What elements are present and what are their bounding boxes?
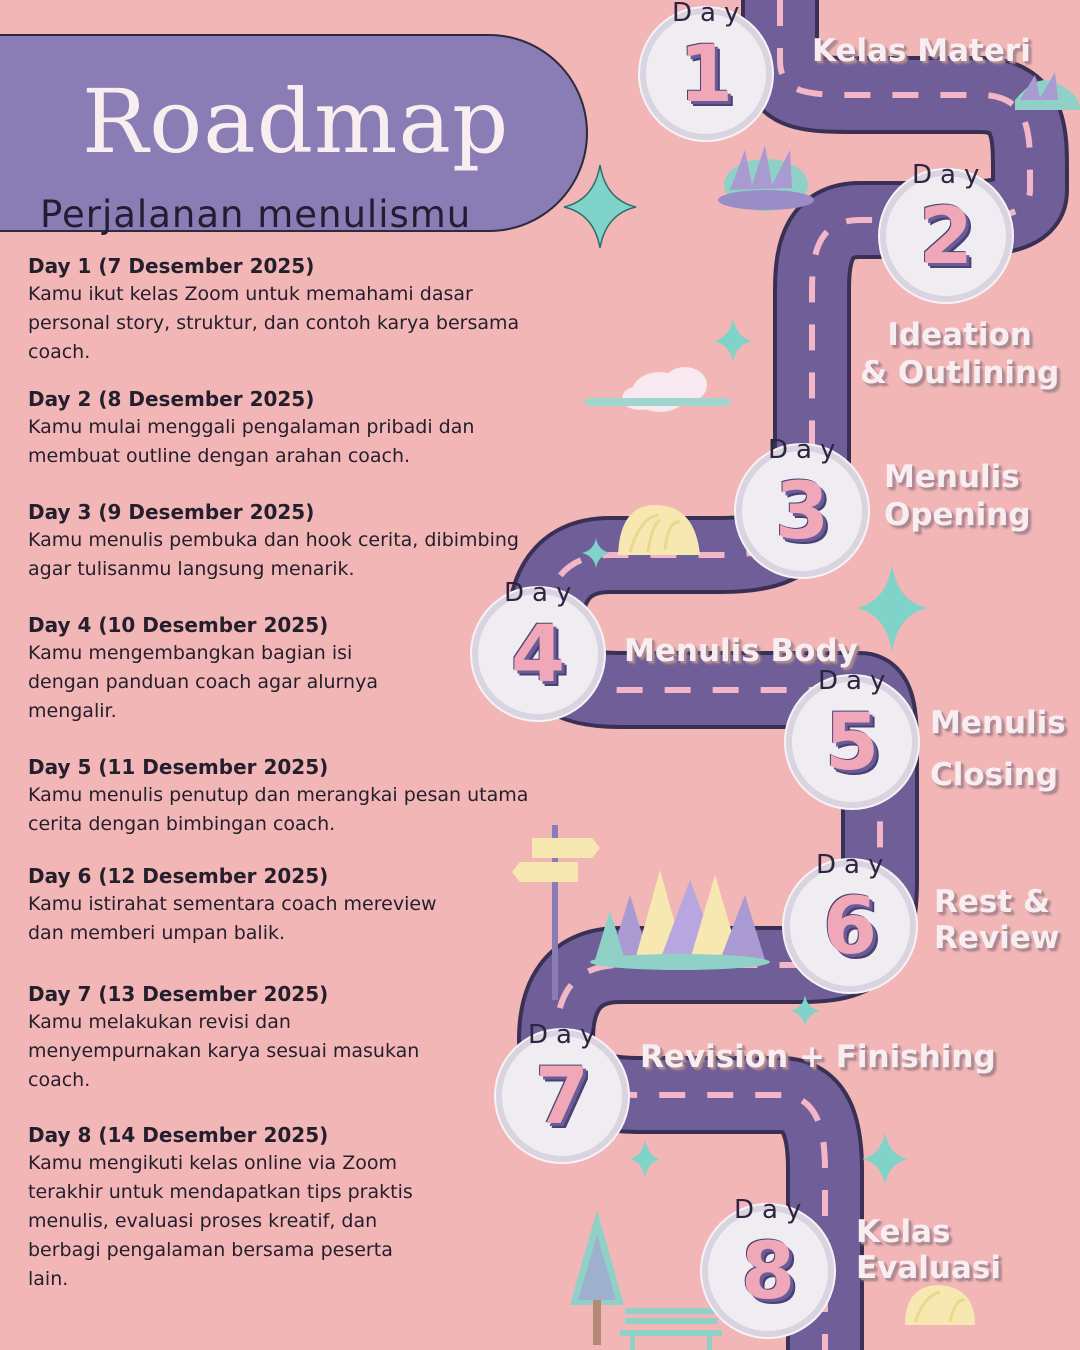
day-2-badge	[880, 160, 1012, 302]
page-title: Roadmap	[82, 70, 510, 173]
schedule-item-title: Day 3 (9 Desember 2025)	[28, 500, 315, 524]
schedule-item-title: Day 4 (10 Desember 2025)	[28, 613, 329, 637]
schedule-item-line: terakhir untuk mendapatkan tips praktis	[28, 1181, 413, 1203]
sparkle-icon	[856, 565, 928, 652]
day-2-label	[860, 316, 1059, 392]
label-line: Closing	[930, 757, 1059, 793]
day-number: 2	[918, 192, 974, 282]
day-1-label	[812, 32, 1031, 70]
schedule-item-line: cerita dengan bimbingan coach.	[28, 813, 336, 835]
day-word: Day	[912, 160, 988, 190]
day-3-badge	[736, 435, 868, 577]
schedule-item-line: coach.	[28, 1069, 91, 1091]
day-number: 7	[534, 1052, 590, 1142]
sparkle-icon	[630, 1140, 660, 1178]
schedule-item-title: Day 6 (12 Desember 2025)	[28, 864, 329, 888]
schedule-item-line: dengan panduan coach agar alurnya	[28, 671, 378, 693]
day-1-badge	[640, 0, 772, 140]
schedule-item-line: Kamu melakukan revisi dan	[28, 1011, 291, 1033]
label-line: Kelas	[856, 1214, 951, 1250]
schedule-item-day-5	[28, 753, 588, 839]
schedule-item-title: Day 7 (13 Desember 2025)	[28, 982, 329, 1006]
schedule-item-title: Day 5 (11 Desember 2025)	[28, 755, 329, 779]
label-line: Rest &	[934, 884, 1050, 920]
schedule-item-line: Kamu menulis pembuka dan hook cerita, dibimbing	[28, 529, 519, 551]
label-line: Menulis	[884, 459, 1020, 495]
day-3-label	[884, 458, 1031, 534]
schedule-item-title: Day 2 (8 Desember 2025)	[28, 387, 315, 411]
bench-icon	[620, 1308, 722, 1350]
day-word: Day	[672, 0, 748, 28]
day-8-badge	[702, 1195, 834, 1337]
schedule-item-line: personal story, struktur, dan contoh karya bersama	[28, 312, 520, 334]
schedule-item-day-8	[28, 1121, 588, 1294]
schedule-item-line: dan memberi umpan balik.	[28, 922, 286, 944]
day-6-label	[934, 884, 1059, 956]
schedule-item-day-3	[28, 498, 588, 584]
day-number: 1	[678, 30, 734, 120]
label-line: Review	[934, 920, 1060, 956]
bush-icon	[618, 505, 700, 555]
day-number: 8	[740, 1227, 796, 1317]
schedule-item-line: Kamu menulis penutup dan merangkai pesan utama	[28, 784, 529, 806]
schedule-item-line: Kamu mulai menggali pengalaman pribadi dan	[28, 416, 475, 438]
schedule-item-line: menulis, evaluasi proses kreatif, dan	[28, 1210, 378, 1232]
schedule-item-line: agar tulisanmu langsung menarik.	[28, 558, 355, 580]
schedule-item-line: coach.	[28, 341, 91, 363]
schedule-item-day-1	[28, 252, 588, 367]
day-8-label	[856, 1214, 1001, 1286]
schedule-item-title: Day 8 (14 Desember 2025)	[28, 1123, 329, 1147]
label-line: Ideation	[887, 317, 1032, 353]
label-line: Revision + Finishing	[640, 1039, 996, 1075]
schedule-item-line: membuat outline dengan arahan coach.	[28, 445, 411, 467]
schedule-item-line: Kamu mengembangkan bagian isi	[28, 642, 353, 664]
day-7-label	[640, 1038, 996, 1076]
day-6-badge	[784, 850, 916, 992]
bush-icon	[905, 1285, 975, 1325]
day-word: Day	[504, 578, 580, 608]
day-number: 4	[510, 610, 566, 700]
day-number: 6	[822, 882, 878, 972]
day-5-badge	[786, 666, 918, 808]
header-banner	[0, 34, 588, 236]
schedule-item-line: Kamu mengikuti kelas online via Zoom	[28, 1152, 398, 1174]
day-word: Day	[818, 666, 894, 696]
bush-icon	[718, 145, 814, 211]
day-number: 5	[824, 698, 880, 788]
day-7-badge	[496, 1020, 628, 1162]
label-line: Evaluasi	[856, 1250, 1001, 1286]
label-line: Opening	[884, 497, 1031, 533]
label-line: & Outlining	[860, 355, 1060, 391]
day-5-label	[930, 697, 1066, 801]
sparkle-icon	[714, 318, 752, 362]
schedule-item-line: Kamu ikut kelas Zoom untuk memahami dasar	[28, 283, 473, 305]
cloud-icon	[585, 367, 730, 412]
day-number: 3	[774, 467, 830, 557]
schedule-item-day-6	[28, 862, 588, 948]
schedule-item-line: berbagi pengalaman bersama peserta	[28, 1239, 393, 1261]
schedule-item-day-2	[28, 385, 588, 471]
schedule-item-title: Day 1 (7 Desember 2025)	[28, 254, 315, 278]
day-word: Day	[768, 435, 844, 465]
label-line: Menulis	[930, 705, 1066, 741]
day-word: Day	[734, 1195, 810, 1225]
sparkle-icon	[862, 1132, 908, 1185]
schedule-item-line: lain.	[28, 1268, 69, 1290]
schedule-item-line: menyempurnakan karya sesuai masukan	[28, 1040, 420, 1062]
label-line: Menulis Body	[624, 633, 858, 669]
day-4-badge	[472, 578, 604, 720]
schedule-item-line: mengalir.	[28, 700, 117, 722]
page-subtitle: Perjalanan menulismu	[40, 193, 472, 236]
schedule-item-line: Kamu istirahat sementara coach mereview	[28, 893, 437, 915]
day-word: Day	[528, 1020, 604, 1050]
label-line: Kelas Materi	[812, 33, 1031, 69]
pine-tree-icon	[590, 870, 770, 970]
day-4-label	[624, 632, 858, 670]
day-word: Day	[816, 850, 892, 880]
